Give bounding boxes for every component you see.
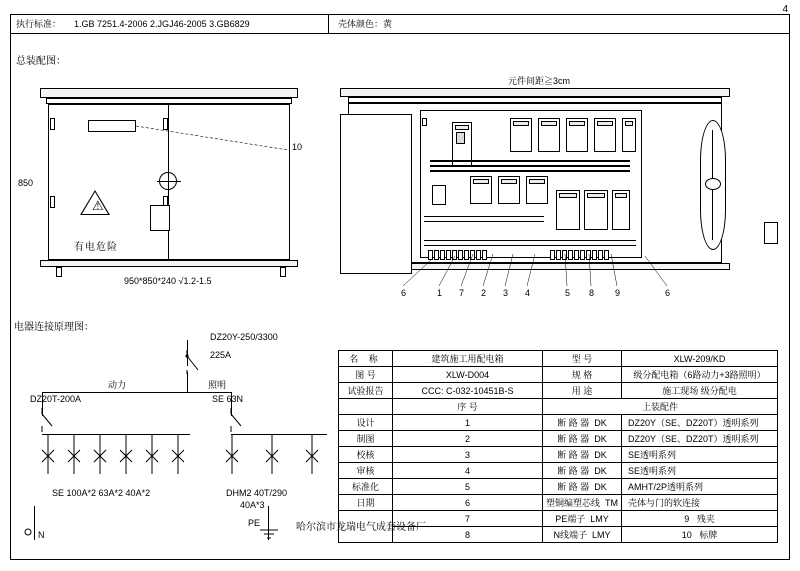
left-vertical-terminals (422, 118, 427, 126)
row-use-key: 用 途 (543, 383, 622, 399)
row-spec-key: 规 格 (543, 367, 622, 383)
breaker-mid-2[interactable] (498, 176, 520, 204)
part-no-8: 8 (393, 527, 543, 543)
part-name-text-2: 断 路 器 (557, 433, 590, 444)
part-no-4: 4 (393, 463, 543, 479)
rcd-unit-2[interactable] (584, 190, 608, 230)
power-output-label: SE 100A*2 63A*2 40A*2 (52, 488, 151, 498)
header-divider (328, 14, 329, 33)
part-code-5: DK (594, 481, 607, 492)
breaker-top-1[interactable] (510, 118, 532, 152)
standard-label: 执行标准： (16, 19, 62, 29)
part-no-1: 1 (393, 415, 543, 431)
part-desc-7 (622, 511, 778, 527)
rcd-unit-1[interactable] (556, 190, 580, 230)
part-code-2: DK (594, 433, 607, 444)
part-code-4: DK (594, 465, 607, 476)
shell-color: 壳体颜色：黄 (338, 19, 393, 29)
neutral-label: N (38, 530, 45, 540)
table-row (339, 495, 778, 511)
left-device-label: DZ20T-200A (30, 394, 82, 404)
part-name-text-1: 断 路 器 (557, 417, 590, 428)
part-name-3 (543, 447, 622, 463)
breaker-top-3[interactable] (566, 118, 588, 152)
row-spec-value: 级分配电箱（6路动力+3路照明） (622, 367, 778, 383)
part-desc-1: DZ20Y（SE、DZ20T）透明系列 (622, 415, 778, 431)
lighting-branch-symbols (226, 434, 336, 486)
page-number: 4 (782, 4, 788, 15)
breaker-mid-1[interactable] (470, 176, 492, 204)
part-rdesc-8: 标牌 (699, 529, 718, 540)
part-name-8 (543, 527, 622, 543)
pointer-num-7: 5 (565, 288, 571, 298)
part-code-3: DK (594, 449, 607, 460)
table-row (339, 399, 778, 415)
pointer-num-1: 6 (401, 288, 407, 298)
part-name-6 (543, 495, 622, 511)
part-desc-5: AMHT/2P透明系列 (622, 479, 778, 495)
side-knob[interactable] (705, 178, 721, 190)
part-code-8: LMY (592, 529, 611, 540)
light-output-label: DHM2 40T/290 (226, 488, 288, 498)
lightning-bolt-icon: ⚠ (92, 198, 104, 213)
main-switch-label: DZ20Y-250/3300 (210, 332, 278, 342)
specification-table (338, 350, 778, 543)
part-name-5 (543, 479, 622, 495)
light-output-label-2: 40A*3 (240, 500, 265, 510)
part-name-text-8: N线端子 (553, 529, 587, 540)
table-row (339, 415, 778, 431)
busbar-top (430, 160, 630, 162)
part-desc-4: SE透明系列 (622, 463, 778, 479)
height-dimension: 850 (18, 178, 34, 188)
meta-review: 审核 (339, 463, 393, 479)
right-device-symbol (220, 408, 250, 432)
part-code-7: LMY (590, 513, 609, 524)
main-breaker-symbol (172, 348, 212, 374)
door-knob[interactable] (159, 172, 177, 190)
open-cabinet-roof (340, 88, 730, 97)
part-desc-8 (622, 527, 778, 543)
pointer-num-10: 6 (665, 288, 671, 298)
row-model-key: 型 号 (543, 351, 622, 367)
pe-label: PE (248, 518, 261, 528)
left-device-symbol (30, 408, 60, 432)
cabinet-leg-left (56, 267, 62, 277)
part-desc-3: SE透明系列 (622, 447, 778, 463)
row-model-value: XLW-209/KD (622, 351, 778, 367)
breaker-mid-3[interactable] (526, 176, 548, 204)
cabinet-roof (40, 88, 298, 98)
warning-label: 有电危险 (74, 242, 118, 253)
pointer-num-4: 2 (481, 288, 487, 298)
table-row (339, 351, 778, 367)
meta-date: 日期 (339, 495, 393, 511)
busbar-bottom (430, 170, 630, 172)
door-hinge-top (50, 118, 55, 130)
part-name-7 (543, 511, 622, 527)
table-row (339, 447, 778, 463)
part-desc-2: DZ20Y（SE、DZ20T）透明系列 (622, 431, 778, 447)
row-report-key: 试验报告 (339, 383, 393, 399)
row-drawing-key: 图 号 (339, 367, 393, 383)
part-name-text-7: PE端子 (555, 513, 586, 524)
pointer-num-9: 9 (615, 288, 621, 298)
busbar-mid (430, 165, 630, 167)
light-bus (187, 392, 232, 393)
breaker-top-4[interactable] (594, 118, 616, 152)
part-name-text-5: 断 路 器 (557, 481, 590, 492)
parts-header: 上装配件 (543, 399, 778, 415)
pointer-num-8: 8 (589, 288, 595, 298)
main-rating-label: 225A (210, 350, 232, 360)
din-rail-left (424, 216, 544, 222)
part-no-7: 7 (393, 511, 543, 527)
meta-check: 校核 (339, 447, 393, 463)
breaker-top-5[interactable] (622, 118, 636, 152)
part-name-2 (543, 431, 622, 447)
light-branch-label: 照明 (208, 380, 227, 390)
part-desc-6: 壳体与门的软连接 (622, 495, 778, 511)
power-branch-symbols (36, 434, 196, 486)
meta-design: 设计 (339, 415, 393, 431)
meta-standard: 标准化 (339, 479, 393, 495)
cabinet-leg-right (280, 267, 286, 277)
main-breaker-toggle[interactable] (456, 132, 465, 144)
door-hinge-bottom (50, 196, 55, 208)
row-name-value: 建筑施工用配电箱 (393, 351, 543, 367)
part-no-3: 3 (393, 447, 543, 463)
part-rdesc-7: 残夹 (696, 513, 715, 524)
rcd-unit-3[interactable] (612, 190, 630, 230)
part-rno-7: 9 (684, 513, 690, 524)
callout-10-label: 10 (292, 142, 303, 152)
part-no-5: 5 (393, 479, 543, 495)
row-use-value: 施工现场 级分配电 (622, 383, 778, 399)
table-row (339, 383, 778, 399)
pointer-num-3: 7 (459, 288, 465, 298)
row-report-value: CCC: C-032-10451B-S (393, 383, 543, 399)
pointer-num-6: 4 (525, 288, 531, 298)
meta-draft: 制图 (339, 431, 393, 447)
part-no-2: 2 (393, 431, 543, 447)
row-drawing-value: XLW-D004 (393, 367, 543, 383)
row-name-key: 名 称 (339, 351, 393, 367)
part-rno-8: 10 (681, 529, 692, 540)
seq-header: 序 号 (393, 399, 543, 415)
part-name-text-3: 断 路 器 (557, 449, 590, 460)
seq-header-blank (339, 399, 393, 415)
part-name-text-4: 断 路 器 (557, 465, 590, 476)
part-name-text-6: 塑铜编塑芯线 (546, 497, 601, 508)
table-row (339, 367, 778, 383)
callout-leader-line (120, 120, 303, 160)
standard-values: 1.GB 7251.4-2006 2.JGJ46-2005 3.GB6829 (74, 18, 250, 29)
main-down-line (187, 372, 188, 392)
drawing-header (10, 14, 790, 34)
part-code-6: TM (605, 497, 619, 508)
pointer-num-2: 1 (437, 288, 443, 298)
table-row (339, 431, 778, 447)
factory-name: 哈尔滨市龙瑞电气成套设备厂 (296, 522, 426, 533)
breaker-top-2[interactable] (538, 118, 560, 152)
wiring-schematic (12, 330, 342, 555)
door-latch[interactable] (150, 205, 170, 231)
schematic-caption: 电器连接原理图： (14, 322, 94, 333)
right-device-label: SE 63N (212, 394, 244, 404)
din-rail-bottom (424, 240, 636, 246)
cabinet-base (40, 260, 298, 267)
base-flange (764, 222, 778, 244)
part-name-4 (543, 463, 622, 479)
pointer-leader-lines (395, 250, 685, 290)
split-bus (42, 392, 202, 393)
part-code-1: DK (594, 417, 607, 428)
pointer-num-5: 3 (503, 288, 509, 298)
component-gap-note: 元件间距≧3cm (508, 76, 571, 86)
part-name-1 (543, 415, 622, 431)
footprint-dimension: 950*850*240 √1.2-1.5 (124, 276, 212, 286)
table-row (339, 479, 778, 495)
part-no-6: 6 (393, 495, 543, 511)
pe-ground-symbol (250, 526, 286, 544)
table-row (339, 463, 778, 479)
assembly-caption: 总装配图： (16, 56, 66, 67)
contactor[interactable] (432, 185, 446, 205)
power-branch-label: 动力 (108, 380, 127, 390)
